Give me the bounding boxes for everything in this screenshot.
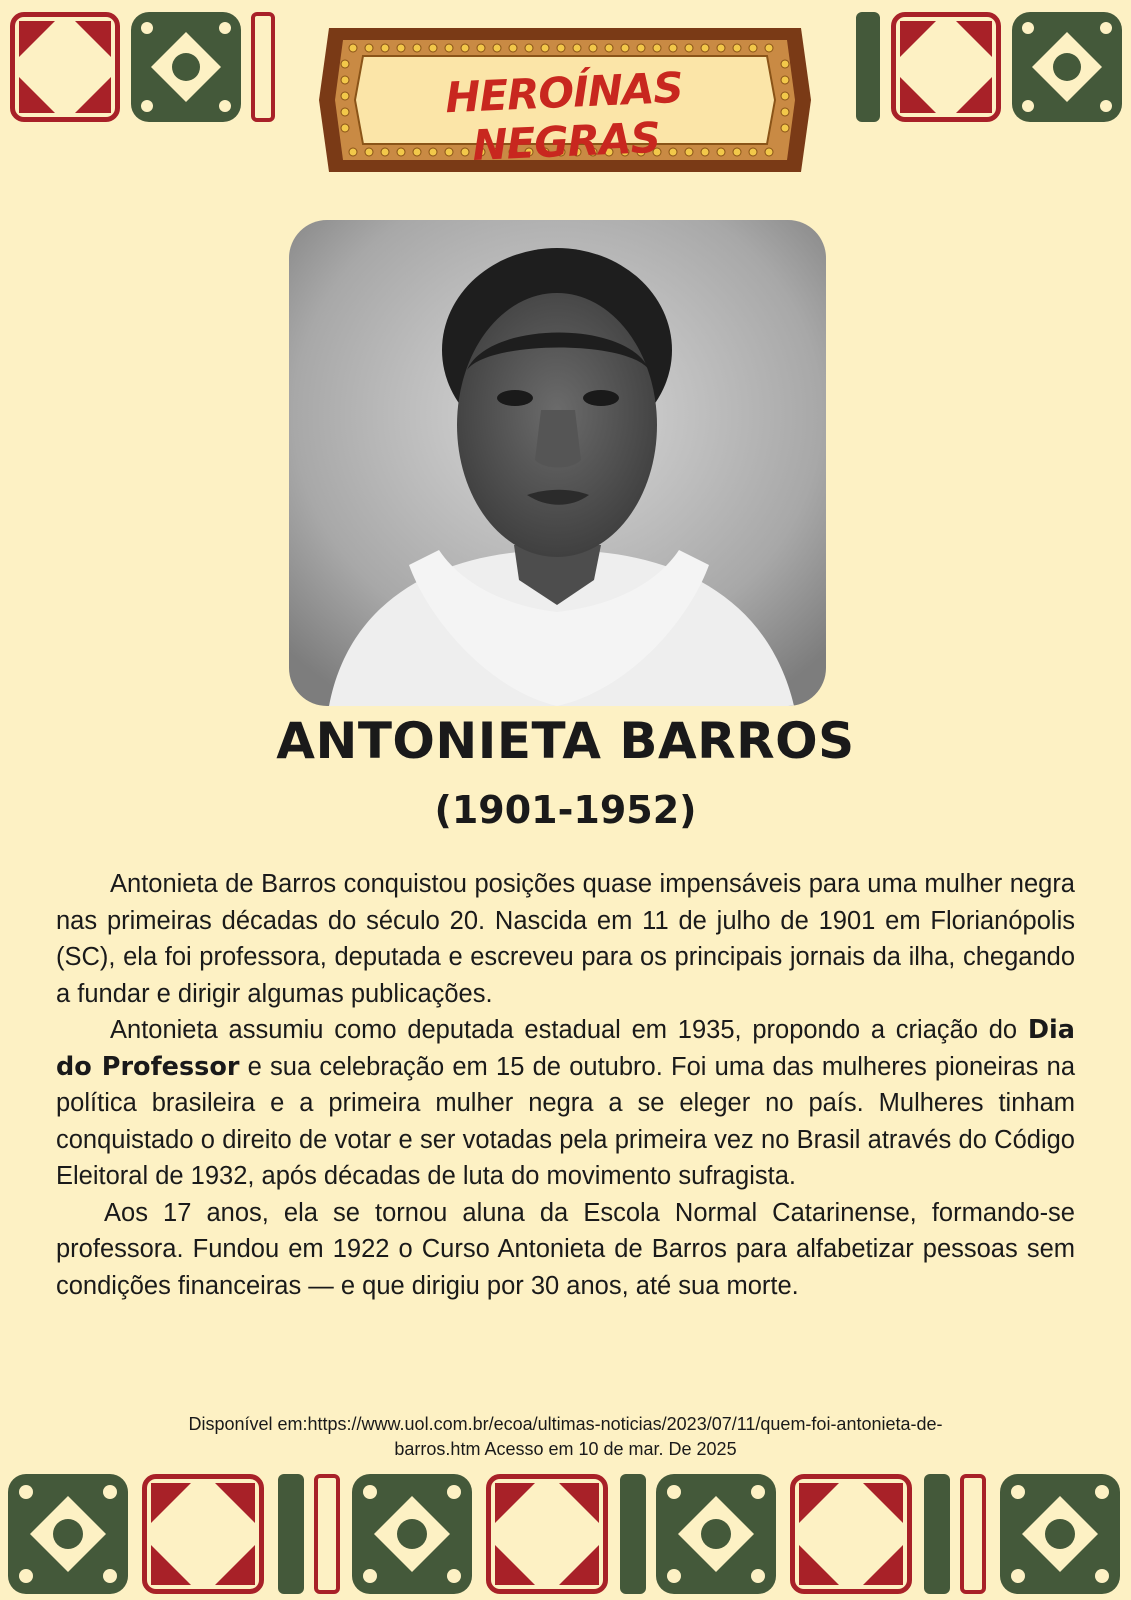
source-line-2: barros.htm Acesso em 10 de mar. De 2025 [394, 1439, 737, 1459]
marquee-bulb [341, 124, 349, 132]
bio-paragraph-3: Aos 17 anos, ela se tornou aluna da Escola Normal Catarinense, formando-se professora. Fundou em 1922 o Curso Antonieta de Barros para alfabetizar pessoas sem condições financeiras — e que dirigiu por 30 anos, até sua morte. [56, 1198, 1075, 1300]
marquee-bulb [717, 44, 725, 52]
red-square-ornament [790, 1474, 912, 1594]
marquee-bulb [749, 44, 757, 52]
bio-paragraph-1: Antonieta de Barros conquistou posições quase impensáveis para uma mulher negra nas primeiras décadas do século 20. Nascida em 11 de julho de 1901 em Florianópolis (SC), ela foi professora, deputada e escreveu para os principais jornais da ilha, chegando a fundar e dirigir algumas publicações. [56, 870, 1075, 1008]
marquee-bulb [781, 60, 789, 68]
red-bar-ornament [960, 1474, 986, 1594]
green-diamond-ornament [131, 12, 241, 122]
marquee-bulb [341, 108, 349, 116]
marquee-bulb [509, 44, 517, 52]
marquee-bulb [733, 44, 741, 52]
marquee-bulb [781, 108, 789, 116]
marquee-bulb [493, 44, 501, 52]
person-name: ANTONIETA BARROS [276, 712, 855, 770]
marquee-bulb [781, 76, 789, 84]
green-bar-ornament [620, 1474, 646, 1594]
biography [56, 866, 1075, 1304]
marquee-bulb [413, 44, 421, 52]
bio-paragraph-2 [56, 1012, 1075, 1195]
bio-highlight: Dia do Professor [56, 1015, 1075, 1082]
red-square-ornament [10, 12, 120, 122]
red-square-ornament [142, 1474, 264, 1594]
marquee-bulb [429, 44, 437, 52]
bio-text: Antonieta assumiu como deputada estadual em 1935, propondo a criação do [110, 1016, 1028, 1044]
marquee-bulb [397, 44, 405, 52]
green-bar-ornament [278, 1474, 304, 1594]
marquee-bulb [445, 44, 453, 52]
marquee-bulb [341, 60, 349, 68]
green-bar-ornament [856, 12, 880, 122]
marquee-bulb [653, 44, 661, 52]
marquee-bulb [365, 44, 373, 52]
marquee-bulb [557, 44, 565, 52]
life-years: (1901-1952) [434, 788, 697, 832]
marquee-bulb [589, 44, 597, 52]
green-diamond-ornament [1000, 1474, 1120, 1594]
marquee-bulb [349, 44, 357, 52]
red-square-ornament [486, 1474, 608, 1594]
marquee-bulb [381, 44, 389, 52]
bio-text: e sua celebração em 15 de outubro. Foi uma das mulheres pioneiras na política brasileira e a primeira mulher negra a se eleger no país. Mulheres tinham conquistado o direito de votar e ser votadas pela primeira vez no Brasil através do Código Eleitoral de 1932, após décadas de luta do movimento sufragista. [56, 1052, 1075, 1190]
red-bar-ornament [314, 1474, 340, 1594]
marquee-bulb [341, 76, 349, 84]
red-bar-ornament [251, 12, 275, 122]
green-diamond-ornament [1012, 12, 1122, 122]
red-square-ornament [891, 12, 1001, 122]
marquee-bulb [605, 44, 613, 52]
marquee-bulb [781, 124, 789, 132]
marquee-bulb [341, 92, 349, 100]
marquee-bulb [701, 44, 709, 52]
marquee-bulb [477, 44, 485, 52]
green-diamond-ornament [352, 1474, 472, 1594]
marquee-bulb [669, 44, 677, 52]
marquee-bulb [461, 44, 469, 52]
green-bar-ornament [924, 1474, 950, 1594]
marquee-sign [305, 6, 825, 194]
marquee-bulb [621, 44, 629, 52]
banner-title: HEROÍNAS NEGRAS [444, 62, 684, 171]
source-line-1: Disponível em:https://www.uol.com.br/ecoa/ultimas-noticias/2023/07/11/quem-foi-antonieta-de- [188, 1414, 943, 1434]
green-diamond-ornament [656, 1474, 776, 1594]
marquee-bulb [541, 44, 549, 52]
green-diamond-ornament [8, 1474, 128, 1594]
marquee-bulb [573, 44, 581, 52]
marquee-bulb [685, 44, 693, 52]
marquee-bulb [637, 44, 645, 52]
marquee-bulb [525, 44, 533, 52]
marquee-bulb [765, 44, 773, 52]
marquee-bulb [349, 148, 357, 156]
marquee-bulb [781, 92, 789, 100]
source-citation [80, 1412, 1051, 1462]
portrait-photo [289, 220, 826, 706]
